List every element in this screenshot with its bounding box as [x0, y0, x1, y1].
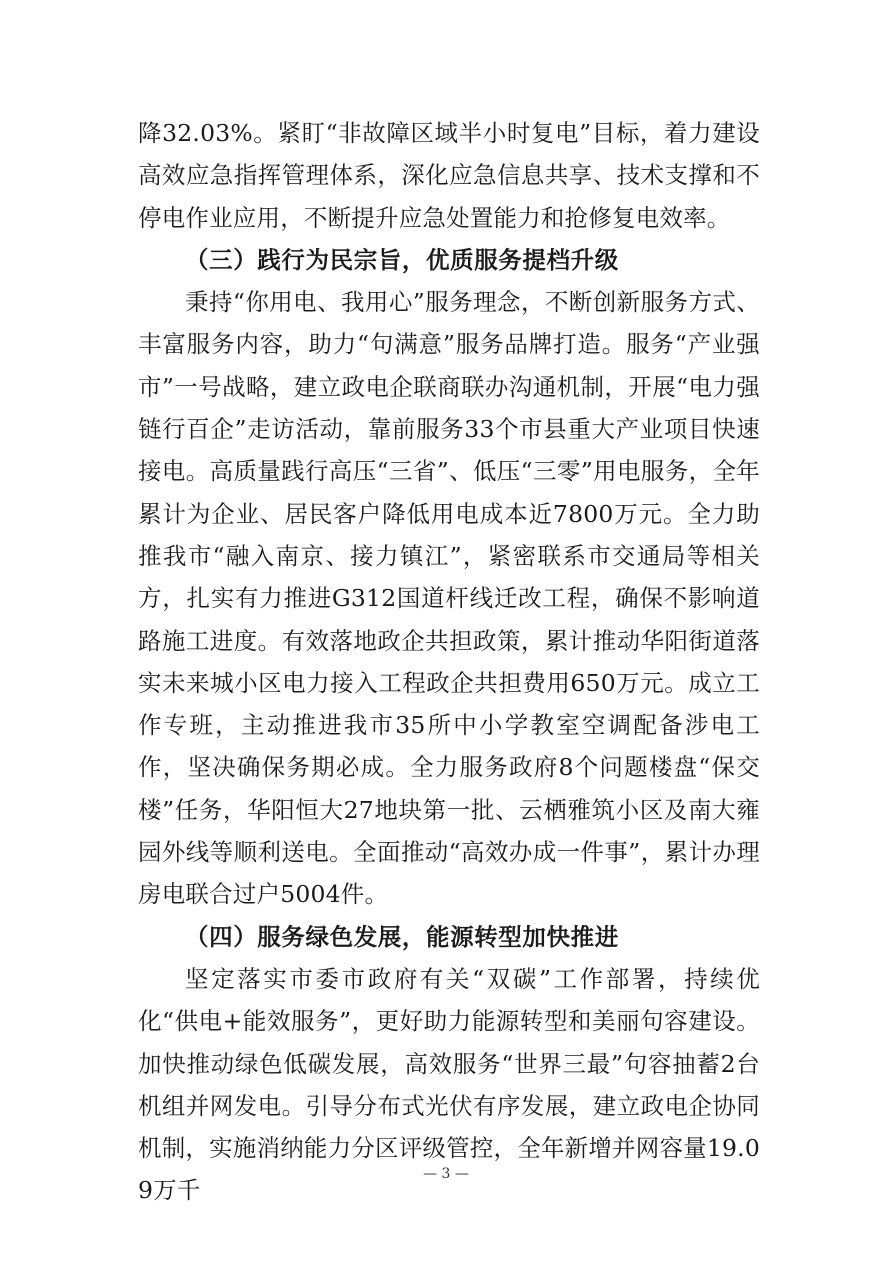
page-body [138, 112, 760, 1212]
paragraph-green-development: 坚定落实市委市政府有关“双碳”工作部署，持续优化“供电+能效服务”，更好助力能源转型和美丽句容建设。加快推动绿色低碳发展，高效服务“世界三最”句容抽蓄2台机组并网发电。引导分布式光伏有序发展，建立政电企协同机制，实施消纳能力分区评级管控，全年新增并网容量19.09万千 [138, 964, 760, 1205]
section-heading-three: （三）践行为民宗旨，优质服务提档升级 [185, 245, 619, 274]
section-heading-four: （四）服务绿色发展，能源转型加快推进 [185, 922, 619, 951]
paragraph-service: 秉持“你用电、我用心”服务理念，不断创新服务方式、丰富服务内容，助力“句满意”服务品牌打造。服务“产业强市”一号战略，建立政电企联商联办沟通机制，开展“电力强链行百企”走访活动，靠前服务33个市县重大产业项目快速接电。高质量践行高压“三省”、低压“三零”用电服务，全年累计为企业、居民客户降低用电成本近7800万元。全力助推我市“融入南京、接力镇江”，紧密联系市交通局等相关方，扎实有力推进G312国道杆线迁改工程，确保不影响道路施工进度。有效落地政企共担政策，累计推动华阳街道落实未来城小区电力接入工程政企共担费用650万元。成立工作专班，主动推进我市35所中小学教室空调配备涉电工作，坚决确保务期必成。全力服务政府8个问题楼盘“保交楼”任务，华阳恒大27地块第一批、云栖雅筑小区及南大雍园外线等顺利送电。全面推动“高效办成一件事”，累计办理房电联合过户5004件。 [138, 288, 760, 909]
paragraph-continuation: 降32.03%。紧盯“非故障区域半小时复电”目标，着力建设高效应急指挥管理体系，深化应急信息共享、技术支撑和不停电作业应用，不断提升应急处置能力和抢修复电效率。 [138, 119, 760, 232]
page-number: — 3 — [423, 1166, 469, 1182]
